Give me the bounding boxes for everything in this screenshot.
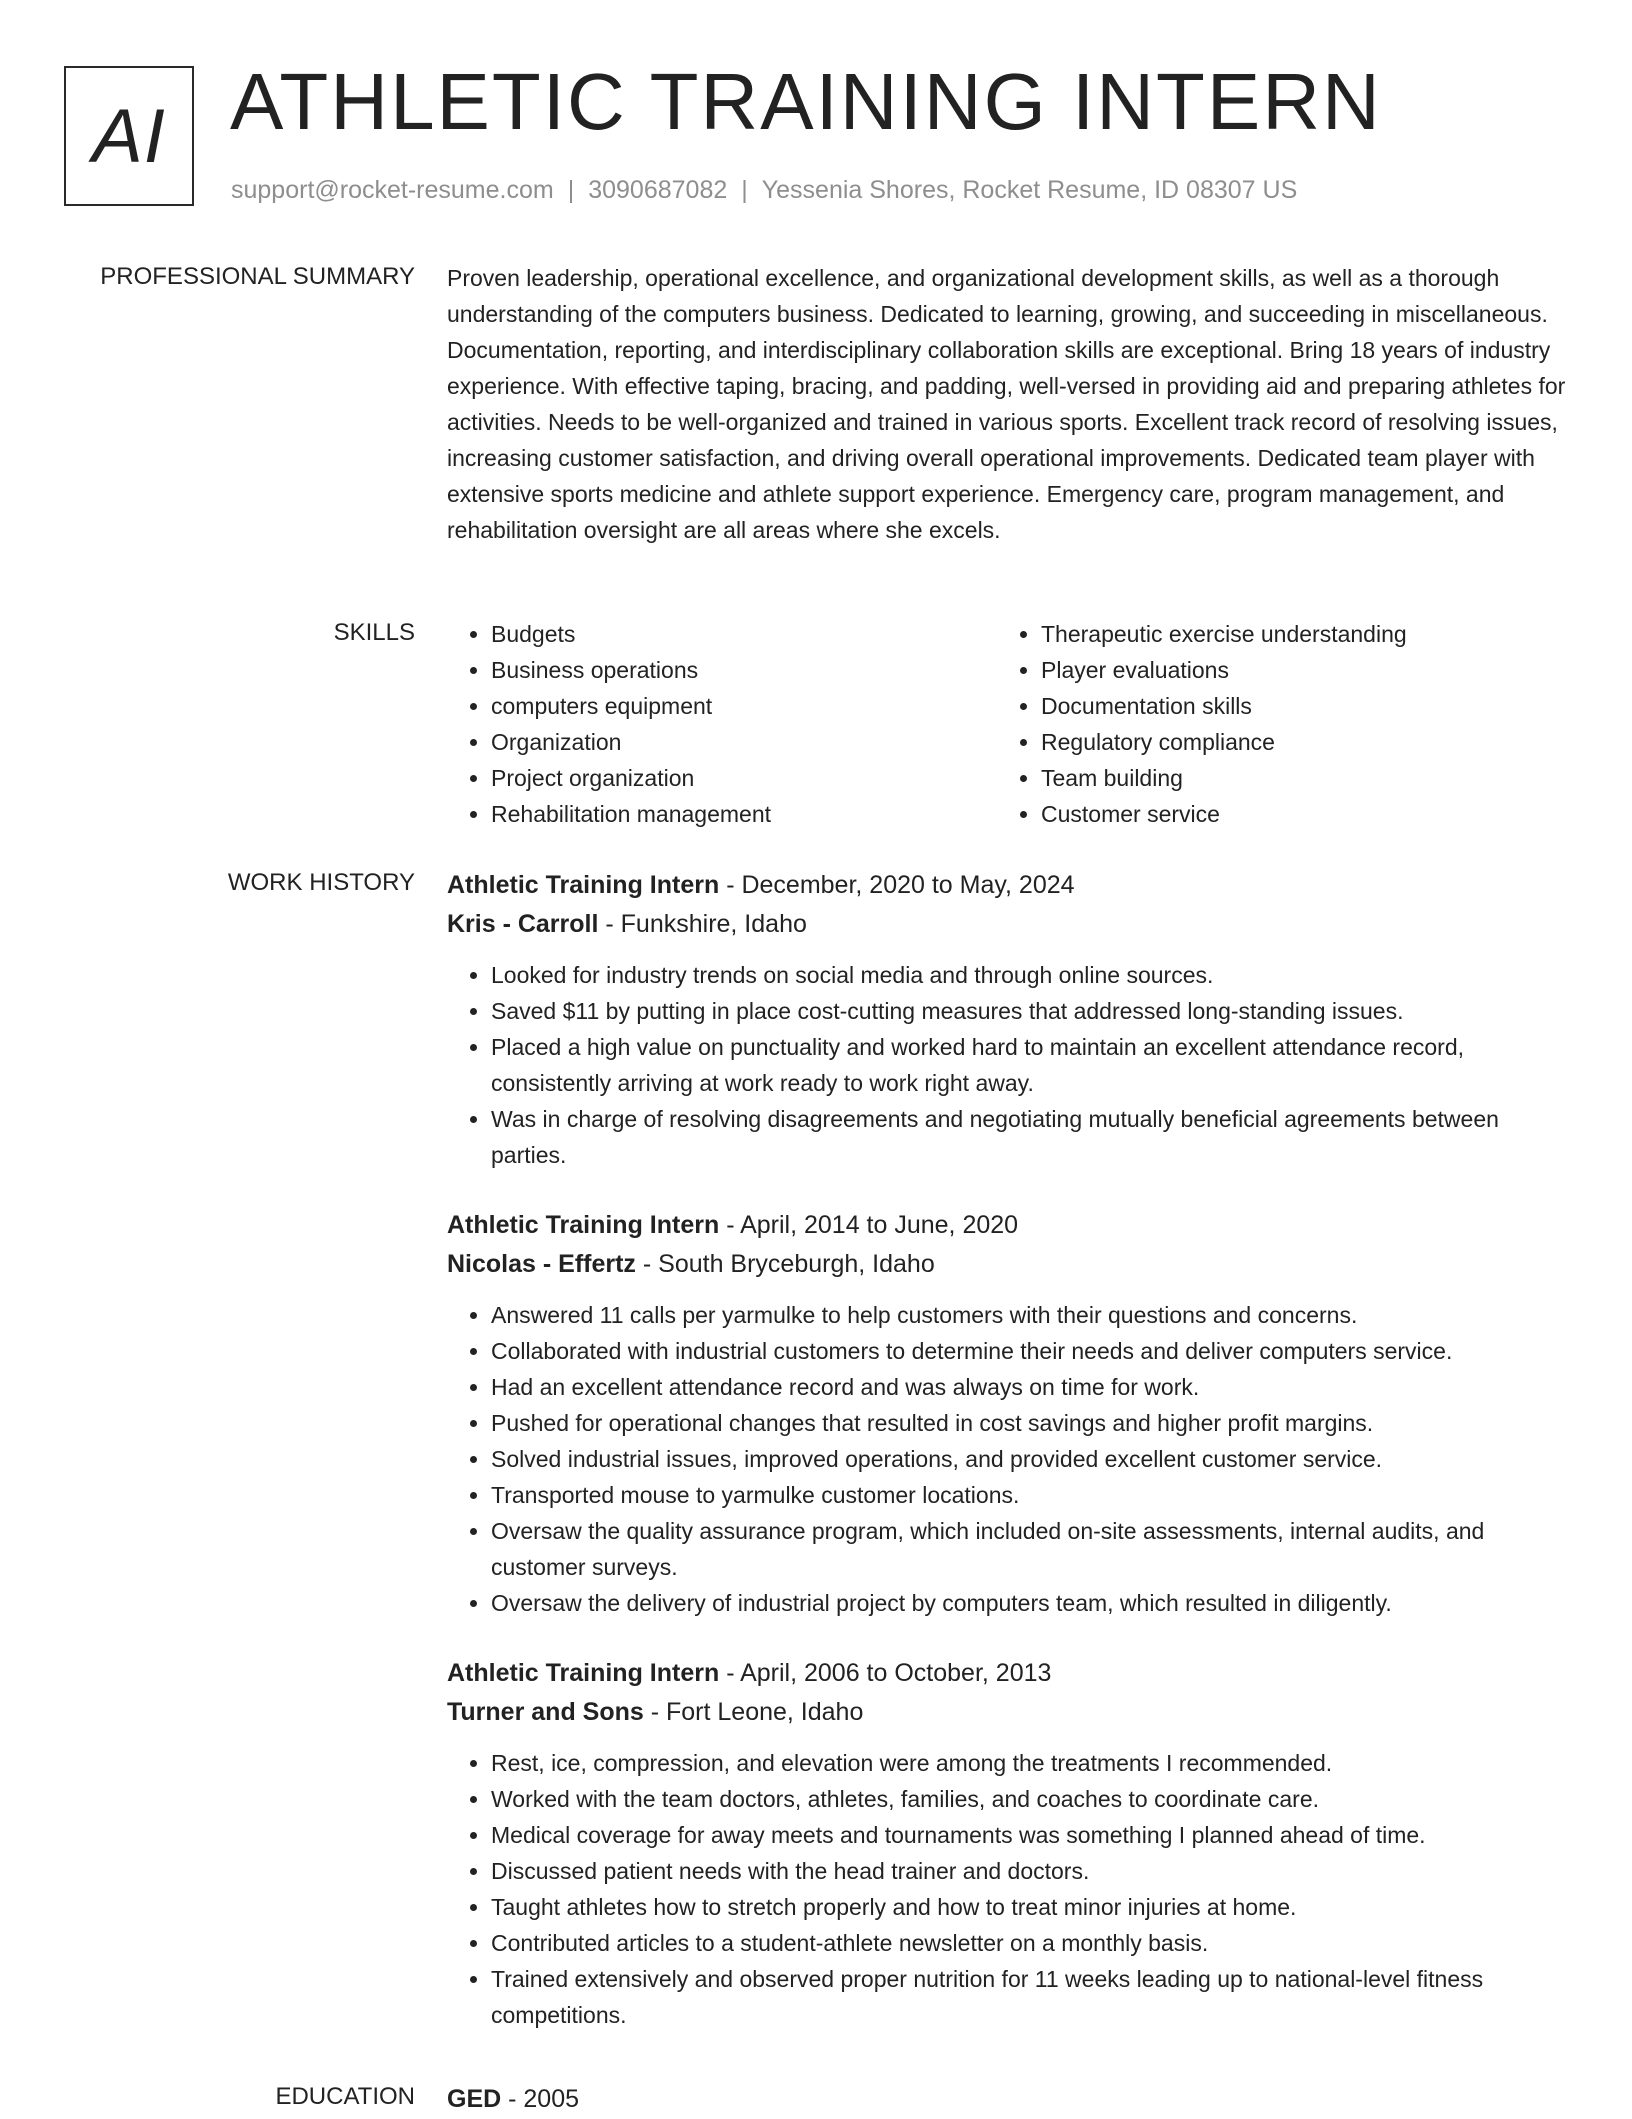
job-title-line: [447, 1654, 1567, 1693]
job-bullet: • Saved $11 by putting in place cost-cutting measures that addressed long-standing issues.: [491, 993, 1567, 1029]
job-dates: - April, 2006 to October, 2013: [719, 1659, 1052, 1687]
job-dates: - December, 2020 to May, 2024: [719, 871, 1075, 899]
contact-email: support@rocket-resume.com: [231, 176, 554, 204]
job-company-line: [447, 1693, 1567, 1732]
contact-phone: 3090687082: [588, 176, 728, 204]
job-title: Athletic Training Intern: [447, 1211, 720, 1239]
job-bullet: • Solved industrial issues, improved operations, and provided excellent customer service.: [491, 1441, 1567, 1477]
skill-item: • Budgets: [491, 616, 997, 652]
skill-item: • Player evaluations: [1041, 652, 1547, 688]
job-company: Turner and Sons: [447, 1698, 644, 1726]
job-company: Kris - Carroll: [447, 910, 599, 938]
job-company-line: [447, 905, 1567, 944]
resume-title: ATHLETIC TRAINING INTERN: [230, 57, 1382, 146]
job-bullet: • Placed a high value on punctuality and worked hard to maintain an excellent attendance record, consistently arriving at work ready to work right away.: [491, 1029, 1567, 1101]
education-body: [447, 2080, 1567, 2119]
skill-item: • Organization: [491, 724, 997, 760]
section-label-summary: PROFESSIONAL SUMMARY: [100, 263, 415, 290]
section-label-skills: SKILLS: [333, 619, 415, 646]
job-entry: [447, 866, 1567, 1173]
job-entry: [447, 1206, 1567, 1621]
section-label-education: EDUCATION: [275, 2083, 415, 2110]
job-bullet: • Transported mouse to yarmulke customer locations.: [491, 1477, 1567, 1513]
skills-column-right: [997, 616, 1547, 832]
job-title-line: [447, 1206, 1567, 1245]
skills-grid: [447, 616, 1567, 832]
contact-separator: |: [741, 176, 748, 204]
job-bullet: • Contributed articles to a student-athlete newsletter on a monthly basis.: [491, 1925, 1567, 1961]
education-degree: GED: [447, 2085, 502, 2113]
summary-body: [447, 260, 1567, 548]
skill-item: • computers equipment: [491, 688, 997, 724]
job-bullet: • Taught athletes how to stretch properly and how to treat minor injuries at home.: [491, 1889, 1567, 1925]
initials-monogram: AI: [64, 66, 194, 206]
job-bullet: • Was in charge of resolving disagreements and negotiating mutually beneficial agreements between parties.: [491, 1101, 1567, 1173]
skill-item: • Therapeutic exercise understanding: [1041, 616, 1547, 652]
skill-item: • Rehabilitation management: [491, 796, 997, 832]
job-location: - Fort Leone, Idaho: [643, 1698, 864, 1726]
job-bullet: • Trained extensively and observed proper nutrition for 11 weeks leading up to national-level fitness competitions.: [491, 1961, 1567, 2033]
job-bullet: • Pushed for operational changes that resulted in cost savings and higher profit margins.: [491, 1405, 1567, 1441]
job-bullet: • Medical coverage for away meets and tournaments was something I planned ahead of time.: [491, 1817, 1567, 1853]
job-bullet: • Collaborated with industrial customers to determine their needs and deliver computers service.: [491, 1333, 1567, 1369]
job-bullet: • Rest, ice, compression, and elevation were among the treatments I recommended.: [491, 1745, 1567, 1781]
skill-item: • Regulatory compliance: [1041, 724, 1547, 760]
job-location: - South Bryceburgh, Idaho: [635, 1250, 935, 1278]
summary-text: Proven leadership, operational excellence, and organizational development skills, as well as a thorough understanding of the computers business. Dedicated to learning, growing, and succeeding in miscellaneous. Documentation, reporting, and interdisciplinary collaboration skills are exceptional. Bring 18 years of industry experience. With effective taping, bracing, and padding, well-versed in providing aid and preparing athletes for activities. Needs to be well-organized and trained in various sports. Excellent track record of resolving issues, increasing customer satisfaction, and driving overall operational improvements. Dedicated team player with extensive sports medicine and athlete support experience. Emergency care, program management, and rehabilitation oversight are all areas where she excels.: [447, 265, 1566, 543]
skill-item: • Team building: [1041, 760, 1547, 796]
job-entry: [447, 1654, 1567, 2033]
job-bullet: • Had an excellent attendance record and was always on time for work.: [491, 1369, 1567, 1405]
job-bullet: • Answered 11 calls per yarmulke to help customers with their questions and concerns.: [491, 1297, 1567, 1333]
job-dates: - April, 2014 to June, 2020: [719, 1211, 1019, 1239]
contact-line: [231, 174, 1297, 206]
job-title: Athletic Training Intern: [447, 871, 720, 899]
job-bullet: • Looked for industry trends on social media and through online sources.: [491, 957, 1567, 993]
education-year: - 2005: [501, 2085, 580, 2113]
contact-address: Yessenia Shores, Rocket Resume, ID 08307 US: [761, 176, 1298, 204]
job-company: Nicolas - Effertz: [447, 1250, 636, 1278]
job-title-line: [447, 866, 1567, 905]
job-bullet: • Worked with the team doctors, athletes, families, and coaches to coordinate care.: [491, 1781, 1567, 1817]
job-bullet: • Oversaw the delivery of industrial project by computers team, which resulted in diligently.: [491, 1585, 1567, 1621]
skill-item: • Business operations: [491, 652, 997, 688]
skill-item: • Documentation skills: [1041, 688, 1547, 724]
contact-separator: |: [567, 176, 575, 204]
job-bullet: • Discussed patient needs with the head trainer and doctors.: [491, 1853, 1567, 1889]
job-company-line: [447, 1245, 1567, 1284]
skill-item: • Project organization: [491, 760, 997, 796]
education-line: [447, 2080, 1567, 2119]
skill-item: • Customer service: [1041, 796, 1547, 832]
section-label-work-history: WORK HISTORY: [227, 869, 415, 896]
job-location: - Funkshire, Idaho: [598, 910, 807, 938]
work-history-body: [447, 866, 1567, 2066]
job-title: Athletic Training Intern: [447, 1659, 720, 1687]
skills-column-left: [447, 616, 997, 832]
job-bullet: • Oversaw the quality assurance program, which included on-site assessments, internal audits, and customer surveys.: [491, 1513, 1567, 1585]
